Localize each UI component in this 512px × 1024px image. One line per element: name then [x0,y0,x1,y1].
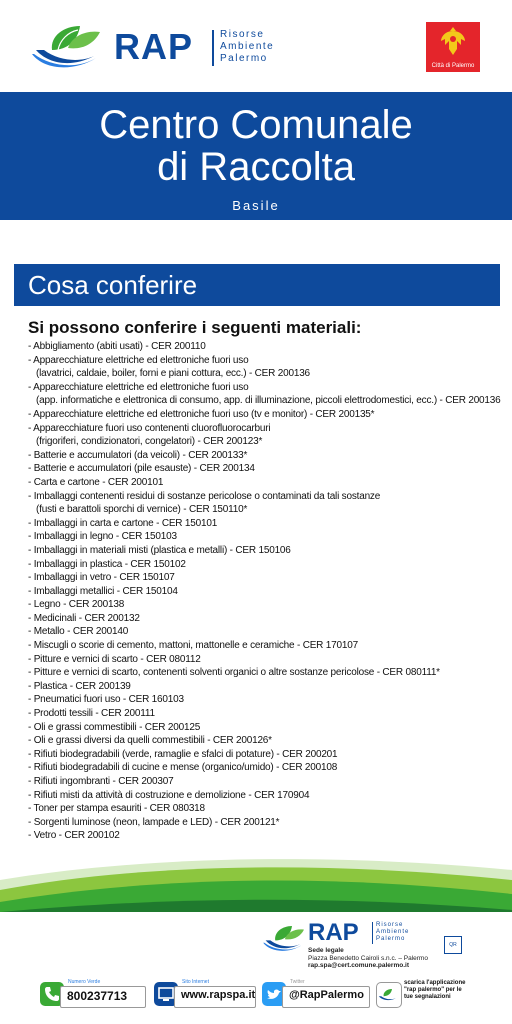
section-header [14,264,500,306]
logo-subtitle-line: Palermo [376,936,406,942]
green-number-label: Numero Verde [68,979,101,985]
material-item: - Toner per stampa esauriti - CER 080318 [28,803,205,815]
logo-subtitle-line: Palermo [220,53,268,64]
material-item: - Metallo - CER 200140 [28,626,129,638]
material-item: - Imballaggi in carta e cartone - CER 150101 [28,517,218,529]
title-banner [0,92,512,220]
footer-rap-logo [262,914,442,970]
material-item: - Batterie e accumulatori (da veicoli) - CER 200133* [28,449,248,461]
material-item: - Apparecchiature elettriche ed elettroniche fuori uso [28,381,249,393]
material-item: - Vetro - CER 200102 [28,830,120,842]
material-item: (app. informatiche e elettronica di consumo, app. di illuminazione, piccoli elettrodomestici, ecc.) - CER 200136 [36,395,501,407]
material-item: - Apparecchiature elettriche ed elettroniche fuori uso [28,354,249,366]
twitter-label: Twitter [290,979,305,985]
material-item: - Rifiuti ingombranti - CER 200307 [28,776,174,787]
app-download-note [404,980,465,1001]
green-number-contact[interactable] [40,978,150,1010]
page-header [0,0,512,92]
material-item: - Pitture e vernici di scarto, contenenti solventi organici o altre sostanze pericolose - CER 080111* [28,667,440,679]
footer-logo-subtitle [376,922,409,943]
green-number-box [60,979,146,1008]
material-item: - Oli e grassi diversi da quelli commestibili - CER 200126* [28,735,272,747]
material-item: - Oli e grassi commestibili - CER 200125 [28,721,201,733]
material-item: - Miscugli o scorie di cemento, mattoni, mattonelle e ceramiche - CER 170107 [28,640,358,652]
logo-subtitle-line: Ambiente [376,929,410,935]
page-footer [0,912,512,1024]
material-item: - Rifiuti biodegradabili di cucine e mense (organico/umido) - CER 200108 [28,762,338,774]
address-title: Sede legale [308,947,344,954]
logo-subtitle-line: Risorse [220,29,265,40]
decorative-wave [0,840,512,920]
material-item: - Medicinali - CER 200132 [28,612,140,624]
rap-leaf-hand-icon [30,20,110,72]
twitter-box [282,979,370,1008]
section-title: Cosa conferire [28,270,198,300]
rap-app-icon [376,982,402,1008]
rap-leaf-hand-icon [262,920,310,956]
address-line: Piazza Benedetto Cairoli s.n.c. – Palermo [308,954,428,962]
material-item: - Imballaggi in materiali misti (plastica e metalli) - CER 150106 [28,544,291,556]
website-contact[interactable] [154,978,258,1010]
rap-logo-subtitle [220,29,274,65]
material-item: - Imballaggi in vetro - CER 150107 [28,572,175,584]
material-item: - Plastica - CER 200139 [28,680,131,692]
material-item: - Batterie e accumulatori (pile esauste) - CER 200134 [28,463,255,475]
citta-di-palermo-logo [426,22,480,72]
rap-logo [30,20,275,72]
materials-list [28,340,501,843]
material-item: - Legno - CER 200138 [28,599,125,611]
materials-heading: Si possono conferire i seguenti materiali: [28,318,362,337]
material-item: - Apparecchiature fuori uso contenenti cluorofluorocarburi [28,422,271,434]
material-item: - Pitture e vernici di scarto - CER 080112 [28,653,201,665]
app-note-line: tue segnalazioni [404,994,451,1000]
logo-subtitle-line: Risorse [376,922,404,928]
banner-title-line1: Centro Comunale [99,103,413,147]
logo-separator [212,30,214,66]
app-note-line: "rap palermo" per le [404,987,462,993]
footer-address [308,947,428,970]
green-number-value: 800237713 [67,989,128,1003]
material-item: - Prodotti tessili - CER 200111 [28,708,155,720]
twitter-value: @RapPalermo [289,989,364,1001]
material-item: - Imballaggi in legno - CER 150103 [28,531,177,543]
app-download[interactable] [376,978,502,1010]
twitter-contact[interactable] [262,978,372,1010]
material-item: - Rifiuti misti da attività di costruzione e demolizione - CER 170904 [28,789,310,801]
app-note-line: scarica l'applicazione [404,980,466,986]
banner-title-line2: di Raccolta [157,145,355,189]
address-email: rap.spa@cert.comune.palermo.it [308,962,409,969]
website-label: Sito Internet [182,979,209,985]
material-item: - Apparecchiature elettriche ed elettroniche fuori uso (tv e monitor) - CER 200135* [28,408,375,420]
material-item: (frigoriferi, condizionatori, congelatori) - CER 200123* [36,436,263,448]
logo-subtitle-line: Ambiente [220,41,275,52]
material-item: - Imballaggi contenenti residui di sostanze pericolose o contaminati da tali sostanze [28,490,381,502]
rap-logo-name: RAP [114,26,194,67]
material-item: - Imballaggi in plastica - CER 150102 [28,558,186,570]
material-item: (fusti e barattoli sporchi di vernice) - CER 150110* [36,504,248,516]
qr-code-icon: QR [444,936,462,954]
material-item: - Pneumatici fuori uso - CER 160103 [28,694,184,706]
website-value: www.rapspa.it [181,989,256,1001]
material-item: - Abbigliamento (abiti usati) - CER 200110 [28,341,206,352]
material-item: - Sorgenti luminose (neon, lampade e LED) - CER 200121* [28,816,280,828]
city-logo-label: Città di Palermo [431,63,475,69]
banner-subtitle: Basile [232,198,280,213]
material-item: - Carta e cartone - CER 200101 [28,476,164,488]
banner-title [0,104,512,188]
material-item: - Imballaggi metallici - CER 150104 [28,585,178,597]
footer-logo-separator [372,922,373,944]
footer-logo-name: RAP [308,919,359,946]
website-box [174,979,256,1008]
material-item: (lavatrici, caldaie, boiler, forni e piani cottura, ecc.) - CER 200136 [36,368,310,380]
city-eagle-crest-icon [439,25,467,59]
material-item: - Rifiuti biodegradabili (verde, ramaglie e sfalci di potature) - CER 200201 [28,748,338,760]
